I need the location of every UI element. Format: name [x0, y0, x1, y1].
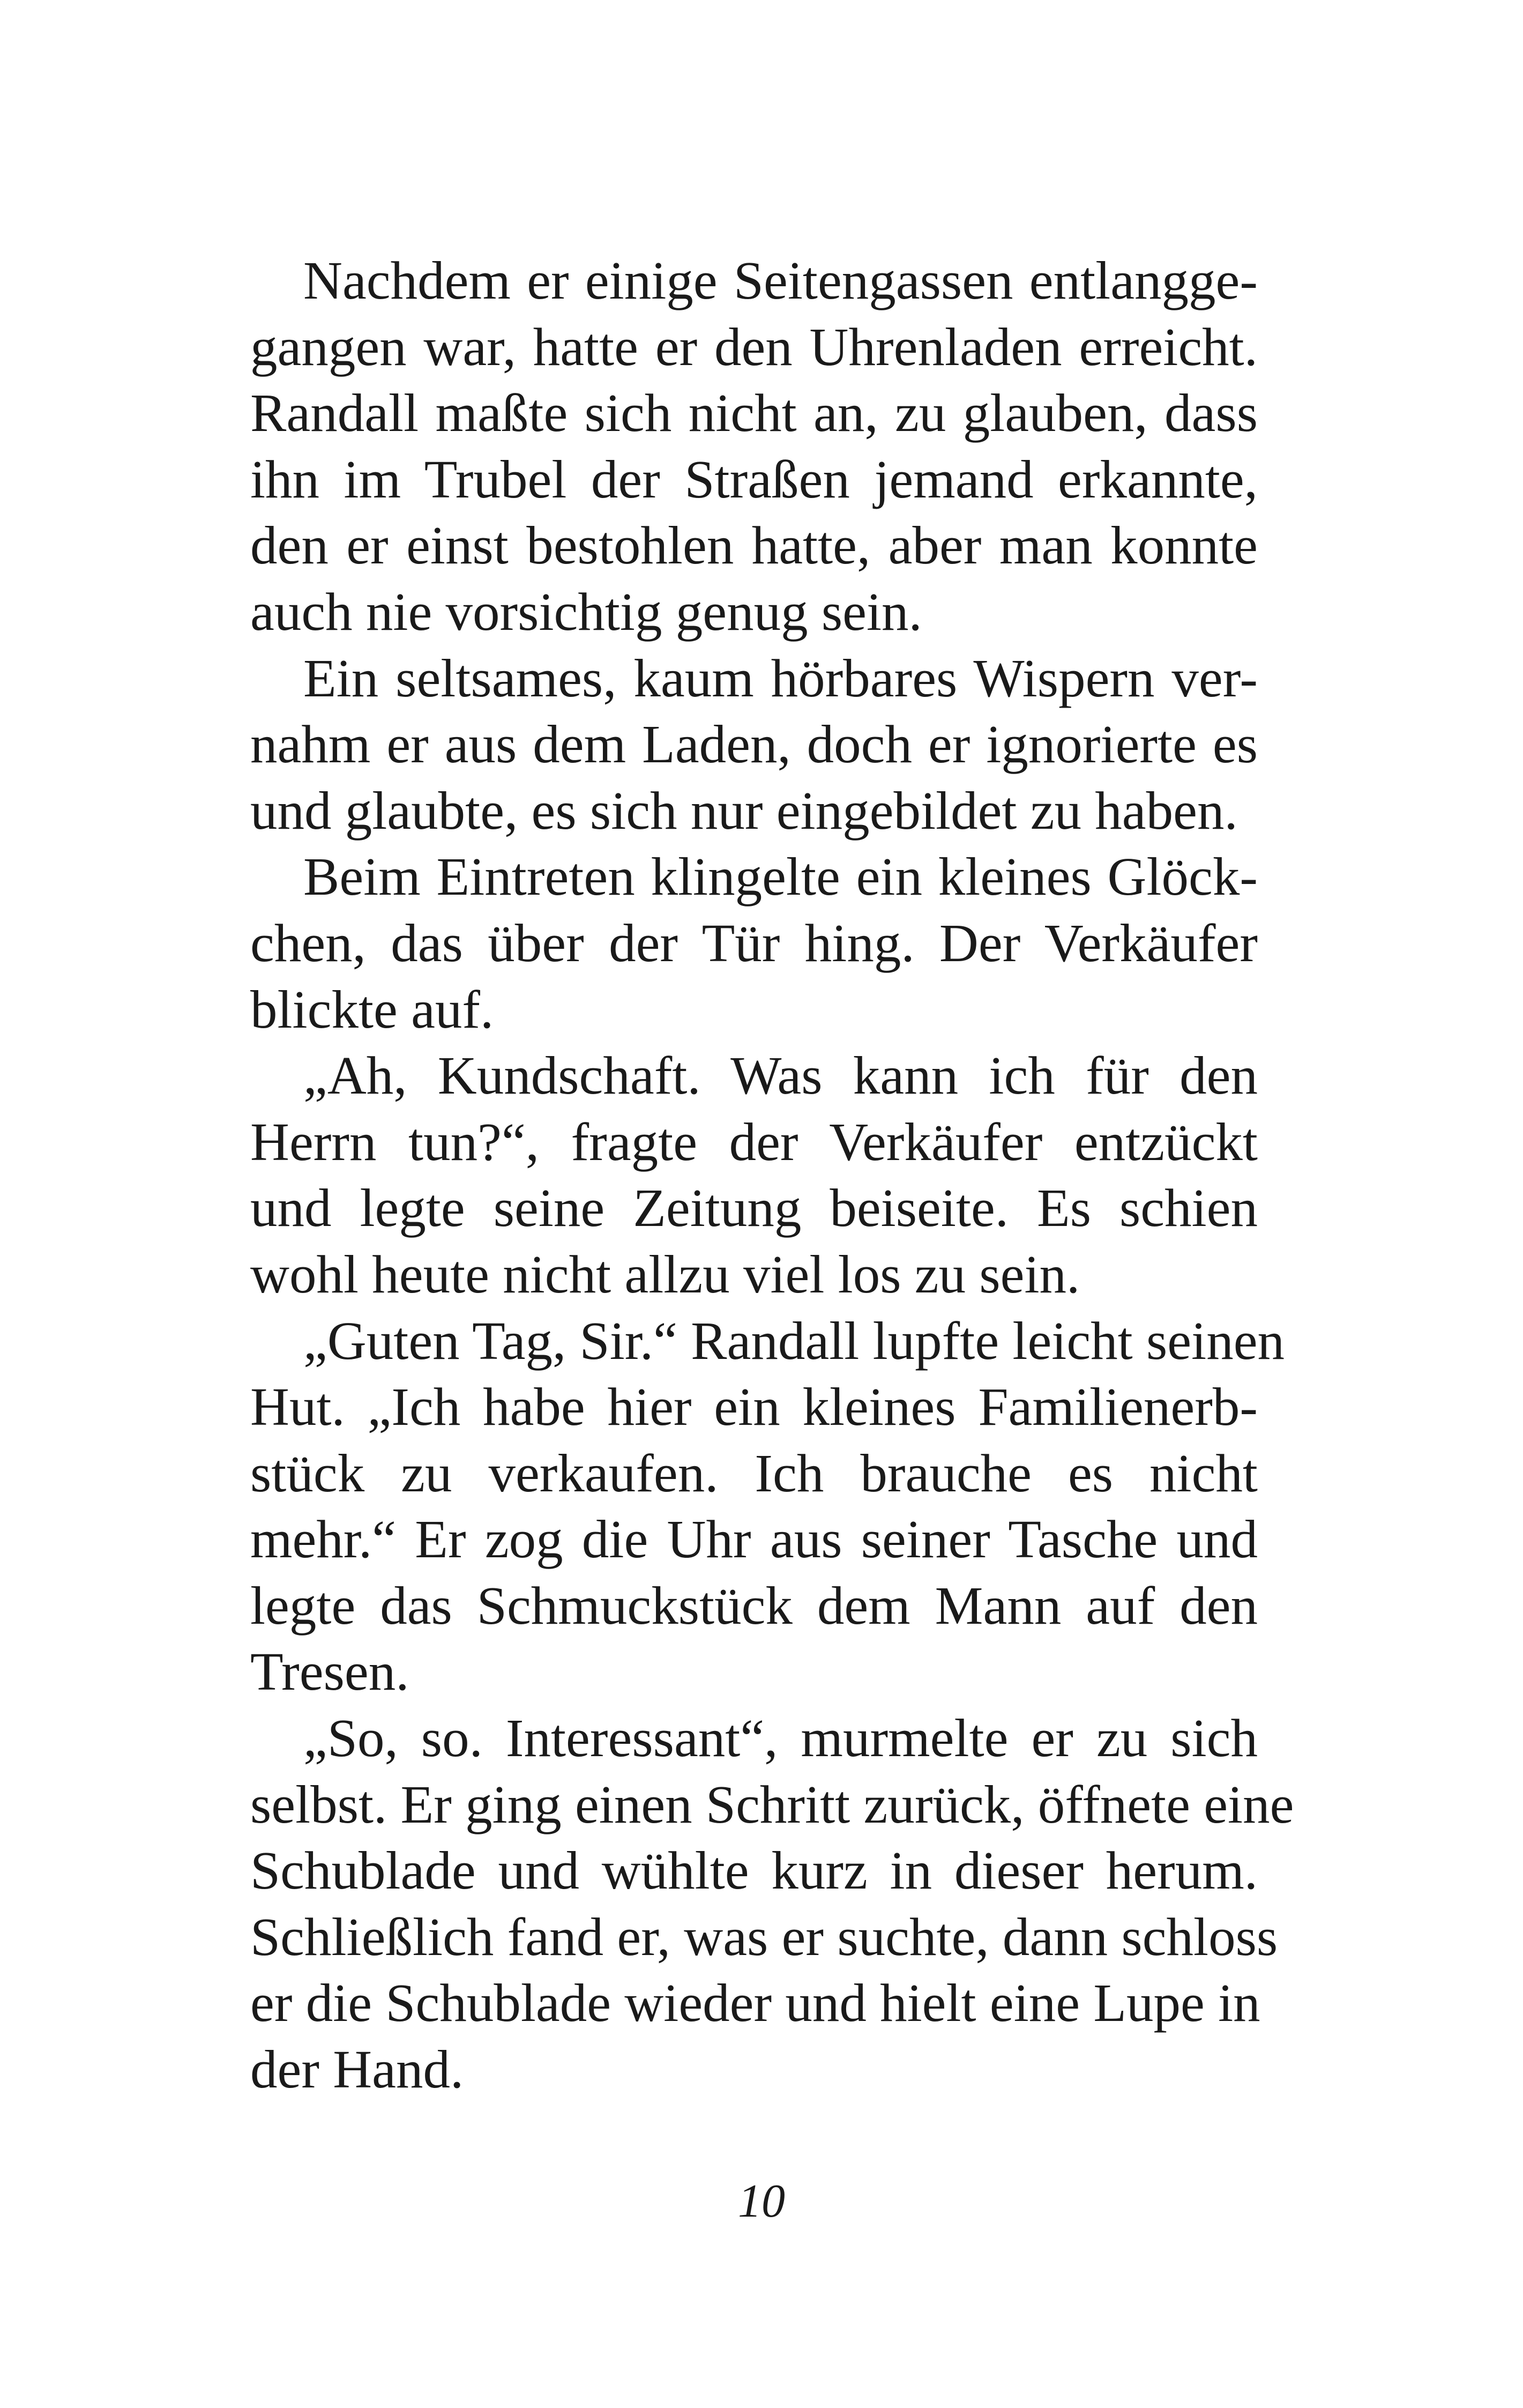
- page-number: 10: [738, 2175, 785, 2227]
- text-line: gangen war, hatte er den Uhrenladen erreicht.: [250, 316, 1258, 377]
- text-line: Hut. „Ich habe hier ein kleines Familienerb-: [250, 1377, 1258, 1437]
- text-line: selbst. Er ging einen Schritt zurück, öffnete eine: [250, 1774, 1294, 1834]
- text-line: nahm er aus dem Laden, doch er ignorierte es: [250, 714, 1258, 775]
- text-line: und legte seine Zeitung beiseite. Es schien: [250, 1178, 1258, 1238]
- text-line: den er einst bestohlen hatte, aber man konnte: [250, 515, 1258, 576]
- text-line: „So, so. Interessant“, murmelte er zu sich: [303, 1708, 1258, 1768]
- paragraph: [250, 1308, 1285, 1706]
- text-line: Ein seltsames, kaum hörbares Wispern ver-: [303, 648, 1258, 708]
- text-line: Randall maßte sich nicht an, zu glauben, dass: [250, 383, 1258, 443]
- body-text: [250, 248, 1294, 2103]
- text-line: ihn im Trubel der Straßen jemand erkannte,: [250, 449, 1258, 509]
- text-line: und glaubte, es sich nur eingebildet zu haben.: [250, 780, 1238, 841]
- paragraph: [250, 248, 1258, 645]
- text-line: Beim Eintreten klingelte ein kleines Glöck-: [303, 846, 1258, 907]
- text-line: er die Schublade wieder und hielt eine Lupe in: [250, 1973, 1260, 2033]
- paragraph: [250, 1705, 1294, 2103]
- text-line: Schließlich fand er, was er suchte, dann schloss: [250, 1906, 1278, 1967]
- text-line: legte das Schmuckstück dem Mann auf den: [250, 1575, 1258, 1636]
- text-line: chen, das über der Tür hing. Der Verkäufer: [250, 912, 1258, 973]
- text-line: stück zu verkaufen. Ich brauche es nicht: [250, 1443, 1258, 1503]
- paragraph: [250, 1043, 1258, 1307]
- text-line: mehr.“ Er zog die Uhr aus seiner Tasche und: [250, 1509, 1258, 1570]
- text-line: „Guten Tag, Sir.“ Randall lupfte leicht seinen: [303, 1310, 1285, 1371]
- text-line: Tresen.: [250, 1641, 409, 1702]
- text-line: Herrn tun?“, fragte der Verkäufer entzückt: [250, 1111, 1258, 1172]
- text-line: Nachdem er einige Seitengassen entlangge-: [303, 250, 1258, 310]
- paragraph: [250, 844, 1258, 1043]
- text-line: wohl heute nicht allzu viel los zu sein.: [250, 1244, 1080, 1304]
- text-line: der Hand.: [250, 2039, 464, 2100]
- text-line: blickte auf.: [250, 979, 494, 1039]
- text-line: „Ah, Kundschaft. Was kann ich für den: [303, 1045, 1258, 1106]
- paragraph: [250, 645, 1258, 844]
- text-line: auch nie vorsichtig genug sein.: [250, 581, 922, 642]
- text-line: Schublade und wühlte kurz in dieser herum.: [250, 1840, 1258, 1901]
